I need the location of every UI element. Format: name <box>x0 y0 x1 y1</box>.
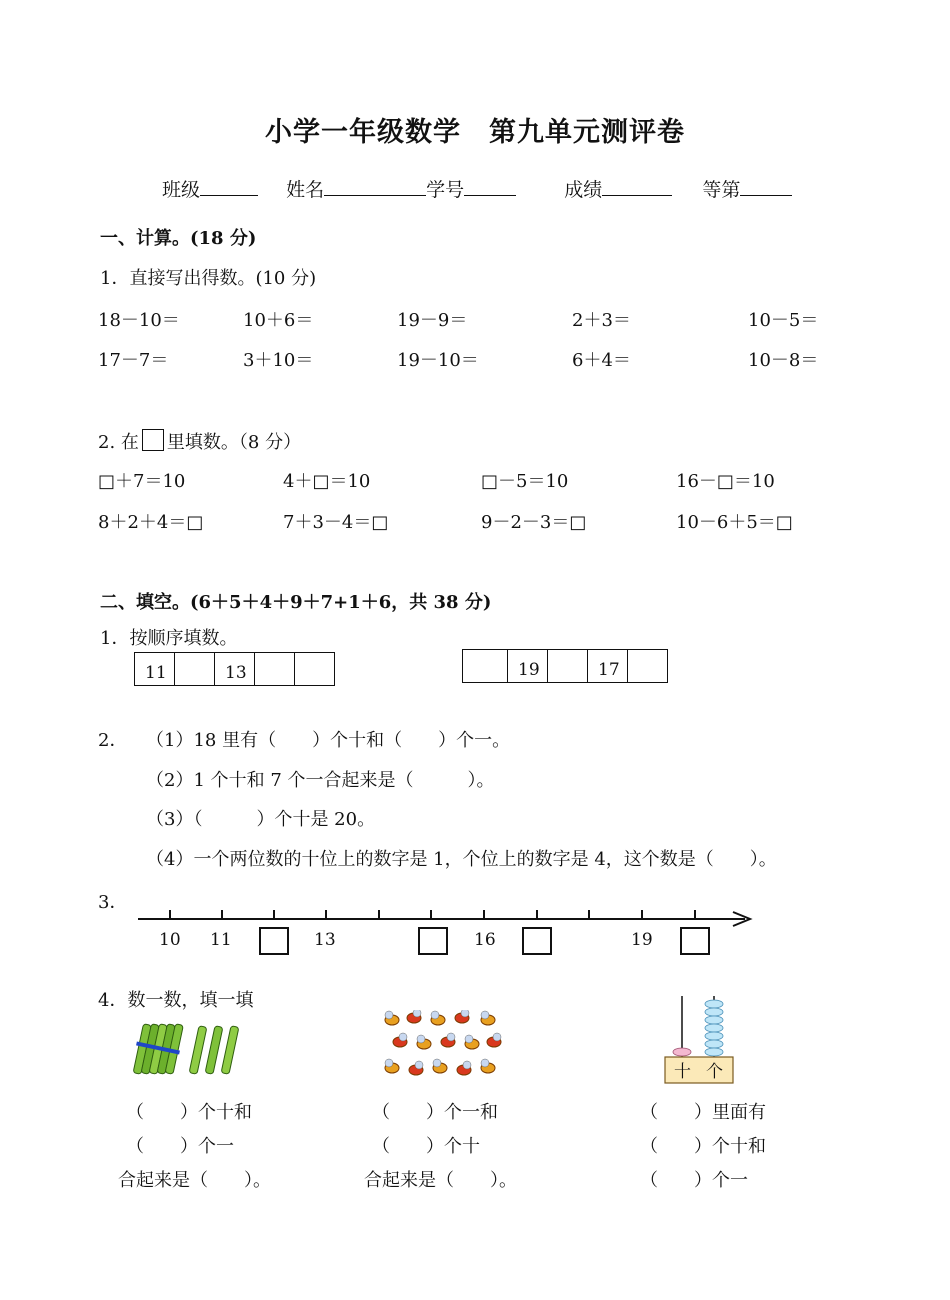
calc-item: 10－8＝ <box>748 350 819 371</box>
answer-box <box>419 928 447 954</box>
calc-item: 19－10＝ <box>397 350 479 371</box>
answer-box <box>260 928 288 954</box>
tick-label: 16 <box>474 930 496 950</box>
fill-item: □－5＝10 <box>481 471 569 492</box>
calc-item: 10＋6＝ <box>243 310 314 331</box>
abacus-icon <box>662 994 738 1086</box>
calc-item: 6＋4＝ <box>572 350 631 371</box>
abacus-ones-label: 个 <box>706 1062 723 1082</box>
calc-item: 3＋10＝ <box>243 350 314 371</box>
class-label: 班级 <box>162 179 201 201</box>
q4-col3-line: （ ）个一 <box>640 1170 748 1191</box>
fill-item: 10－6＋5＝□ <box>676 512 793 533</box>
sticks-bundle-icon <box>130 1020 242 1080</box>
calc-item: 2＋3＝ <box>572 310 631 331</box>
q2-heading-post: 里填数。（8 分） <box>166 432 302 453</box>
grade-label: 等第 <box>702 179 741 201</box>
sequence-table-2 <box>462 649 668 683</box>
tick-label: 13 <box>314 930 336 950</box>
score-blank[interactable] <box>602 177 672 196</box>
seq-heading: 1．按顺序填数。 <box>100 628 238 649</box>
calc-item: 10－5＝ <box>748 310 819 331</box>
q4-col1-line: （ ）个十和 <box>126 1102 252 1123</box>
seq-cell: 19 <box>508 650 548 683</box>
fill-item: 16－□＝10 <box>676 471 775 492</box>
seq-cell-blank[interactable] <box>255 653 295 686</box>
name-blank[interactable] <box>324 177 426 196</box>
q4-col3-line: （ ）里面有 <box>640 1102 766 1123</box>
bees-icon <box>382 1010 506 1086</box>
q2-line-3: （3）（ ）个十是 20。 <box>146 809 376 830</box>
class-blank[interactable] <box>200 177 258 196</box>
q4-col2-line: （ ）个十 <box>372 1136 480 1157</box>
section2-heading: 二、填空。(6＋5＋4＋9＋7+1＋6，共 38 分) <box>100 592 492 613</box>
score-label: 成绩 <box>564 179 603 201</box>
fill-item: 7＋3－4＝□ <box>283 512 389 533</box>
calc-item: 18－10＝ <box>98 310 180 331</box>
seq-cell-blank[interactable] <box>175 653 215 686</box>
ones-beads <box>705 1000 723 1056</box>
fill-item: 8＋2＋4＝□ <box>98 512 204 533</box>
q2-heading <box>98 428 301 454</box>
q4-col1-line: （ ）个一 <box>126 1136 234 1157</box>
seq-cell-blank[interactable] <box>548 650 588 683</box>
number-blank[interactable] <box>464 177 516 196</box>
number-label: 学号 <box>426 179 465 201</box>
tick-label: 11 <box>210 930 232 950</box>
number-line <box>130 900 760 960</box>
q2-line-4: （4）一个两位数的十位上的数字是 1，个位上的数字是 4，这个数是（ ）。 <box>146 849 777 870</box>
fill-item: 9－2－3＝□ <box>481 512 587 533</box>
seq-cell-blank[interactable] <box>628 650 668 683</box>
fill-item: 4＋□＝10 <box>283 471 371 492</box>
q4-col2-line: （ ）个一和 <box>372 1102 498 1123</box>
calc-item: 17－7＝ <box>98 350 169 371</box>
info-line <box>162 175 792 202</box>
tick-label: 19 <box>631 930 653 950</box>
calc-item: 19－9＝ <box>397 310 468 331</box>
tick-label: 10 <box>159 930 181 950</box>
square-icon <box>142 429 164 451</box>
seq-cell-blank[interactable] <box>463 650 508 683</box>
q2-number: 2． <box>98 730 128 751</box>
tens-bead <box>673 1048 691 1056</box>
seq-cell: 11 <box>135 653 175 686</box>
section1-heading: 一、计算。(18 分) <box>100 228 257 249</box>
fill-item: □＋7＝10 <box>98 471 186 492</box>
q2-line-2: （2）1 个十和 7 个一合起来是（ ）。 <box>146 770 495 791</box>
q4-col1-line: 合起来是（ ）。 <box>118 1170 271 1191</box>
q2-line-1: （1）18 里有（ ）个十和（ ）个一。 <box>146 730 511 751</box>
q4-col2-line: 合起来是（ ）。 <box>364 1170 517 1191</box>
q4-heading: 4．数一数，填一填 <box>98 990 254 1011</box>
answer-box <box>523 928 551 954</box>
seq-cell-blank[interactable] <box>295 653 335 686</box>
q2-heading-pre: 2. 在 <box>98 432 139 453</box>
page-title: 小学一年级数学 第九单元测评卷 <box>265 117 685 148</box>
answer-box <box>681 928 709 954</box>
name-label: 姓名 <box>286 179 325 201</box>
seq-cell: 13 <box>215 653 255 686</box>
abacus-tens-label: 十 <box>674 1062 691 1082</box>
seq-cell: 17 <box>588 650 628 683</box>
q1-heading: 1．直接写出得数。(10 分) <box>100 268 317 289</box>
q4-col3-line: （ ）个十和 <box>640 1136 766 1157</box>
sequence-table-1 <box>134 652 335 686</box>
grade-blank[interactable] <box>740 177 792 196</box>
q3-number: 3． <box>98 892 128 913</box>
